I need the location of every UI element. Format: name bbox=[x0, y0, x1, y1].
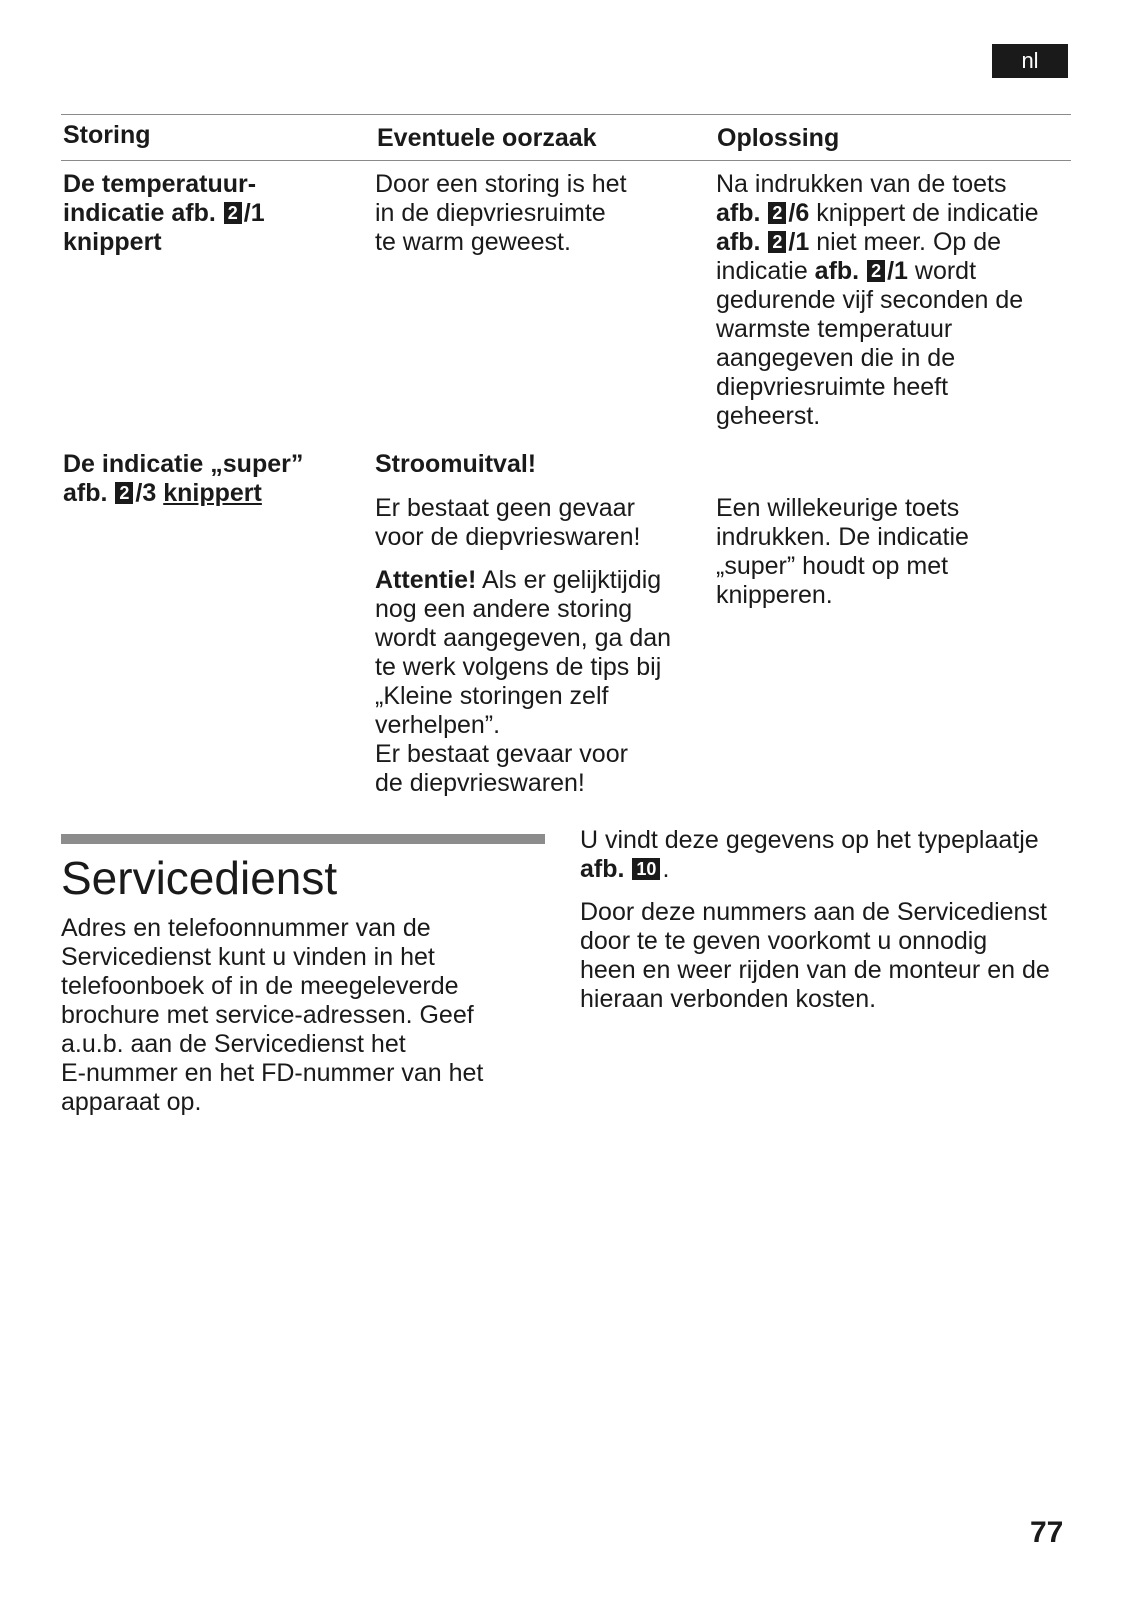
figure-number-badge: 2 bbox=[867, 260, 885, 282]
row2-oorzaak-line: Er bestaat gevaar voor bbox=[375, 740, 628, 768]
text: afb. bbox=[63, 479, 108, 507]
row2-storing-line: De indicatie „super” bbox=[63, 450, 304, 478]
text: wordt bbox=[907, 257, 977, 285]
row1-oplossing-line bbox=[716, 257, 1039, 286]
service-left-line: Servicedienst kunt u vinden in het bbox=[61, 943, 435, 971]
text: afb. bbox=[580, 855, 625, 883]
figure-number-badge: 2 bbox=[768, 202, 786, 224]
table-header-rule bbox=[61, 160, 1071, 161]
row2-storing bbox=[63, 450, 303, 508]
row2-oorzaak-line: „Kleine storingen zelf bbox=[375, 682, 609, 710]
header-oplossing: Oplossing bbox=[717, 124, 840, 152]
figure-number-badge: 2 bbox=[224, 202, 242, 224]
text: . bbox=[662, 855, 670, 883]
row1-oorzaak-line: Door een storing is het bbox=[375, 170, 627, 198]
service-right-line: U vindt deze gegevens op het typeplaatje bbox=[580, 826, 1039, 854]
service-left-line: telefoonboek of in de meegeleverde bbox=[61, 972, 459, 1000]
row1-oplossing-line: gedurende vijf seconden de bbox=[716, 286, 1024, 314]
text: afb. bbox=[716, 199, 761, 227]
row1-oplossing-line: warmste temperatuur bbox=[716, 315, 953, 343]
row2-oplossing-line: knipperen. bbox=[716, 581, 833, 609]
text: indicatie afb. bbox=[63, 199, 216, 227]
row2-oorzaak-line: verhelpen”. bbox=[375, 711, 501, 739]
table-top-rule bbox=[61, 114, 1071, 115]
figure-number-badge: 2 bbox=[115, 482, 133, 504]
row2-oorzaak-line: voor de diepvrieswaren! bbox=[375, 523, 641, 551]
service-left-line: brochure met service-adressen. Geef bbox=[61, 1001, 474, 1029]
row2-oorzaak-title: Stroomuitval! bbox=[375, 450, 537, 478]
row1-oplossing-line: diepvriesruimte heeft bbox=[716, 373, 949, 401]
row1-storing-line: knippert bbox=[63, 228, 162, 256]
text: knippert bbox=[163, 479, 262, 507]
service-right-line: door te te geven voorkomt u onnodig bbox=[580, 927, 988, 955]
row1-oplossing-line: geheerst. bbox=[716, 402, 821, 430]
row2-oplossing bbox=[716, 494, 969, 610]
service-right-line: hieraan verbonden kosten. bbox=[580, 985, 877, 1013]
row1-oorzaak bbox=[375, 170, 627, 257]
row2-oorzaak-p1 bbox=[375, 494, 640, 552]
row1-oplossing-line: aangegeven die in de bbox=[716, 344, 956, 372]
row2-storing-line bbox=[63, 479, 303, 508]
text: Als er gelijktijdig bbox=[476, 566, 662, 594]
text: /3 bbox=[135, 479, 157, 507]
row1-storing-line: De temperatuur- bbox=[63, 170, 257, 198]
service-left-paragraph bbox=[61, 914, 483, 1117]
row2-oorzaak-line: de diepvrieswaren! bbox=[375, 769, 585, 797]
service-right-p2 bbox=[580, 898, 1050, 1014]
row2-oplossing-line: „super” houdt op met bbox=[716, 552, 949, 580]
service-right-line: heen en weer rijden van de monteur en de bbox=[580, 956, 1050, 984]
row2-oorzaak-line: nog een andere storing bbox=[375, 595, 633, 623]
figure-number-badge: 10 bbox=[632, 858, 660, 880]
row1-oplossing-line bbox=[716, 228, 1039, 257]
page-number: 77 bbox=[1030, 1516, 1064, 1549]
text: /1 bbox=[243, 199, 265, 227]
header-storing: Storing bbox=[63, 121, 151, 149]
row2-oorzaak-p2 bbox=[375, 566, 671, 798]
figure-number-badge: 2 bbox=[768, 231, 786, 253]
text: knippert de indicatie bbox=[809, 199, 1039, 227]
text: /1 bbox=[788, 228, 810, 256]
service-left-line: Adres en telefoonnummer van de bbox=[61, 914, 431, 942]
row1-storing bbox=[63, 170, 265, 257]
text: /6 bbox=[788, 199, 810, 227]
text: afb. bbox=[814, 257, 860, 285]
text: Attentie! bbox=[375, 566, 477, 594]
language-tab: nl bbox=[992, 44, 1068, 78]
row1-oplossing-line: Na indrukken van de toets bbox=[716, 170, 1007, 198]
text: indicatie bbox=[716, 257, 815, 285]
service-right-line: Door deze nummers aan de Servicedienst bbox=[580, 898, 1047, 926]
service-left-line: apparaat op. bbox=[61, 1088, 202, 1116]
text: /1 bbox=[887, 257, 908, 285]
row1-oplossing bbox=[716, 170, 1039, 431]
row1-storing-line bbox=[63, 199, 265, 228]
service-right-p1 bbox=[580, 826, 1039, 884]
row1-oplossing-line bbox=[716, 199, 1039, 228]
row1-oorzaak-line: te warm geweest. bbox=[375, 228, 571, 256]
row2-oorzaak-line bbox=[375, 566, 671, 595]
section-divider-bar bbox=[61, 834, 545, 844]
text: afb. bbox=[716, 228, 761, 256]
service-left-line: a.u.b. aan de Servicedienst het bbox=[61, 1030, 406, 1058]
row2-oplossing-line: Een willekeurige toets bbox=[716, 494, 960, 522]
service-left-line: E-nummer en het FD-nummer van het bbox=[61, 1059, 484, 1087]
row1-oorzaak-line: in de diepvriesruimte bbox=[375, 199, 606, 227]
row2-oorzaak-line: Er bestaat geen gevaar bbox=[375, 494, 635, 522]
row2-oorzaak-line: te werk volgens de tips bij bbox=[375, 653, 662, 681]
header-oorzaak: Eventuele oorzaak bbox=[377, 124, 597, 152]
section-title: Servicedienst bbox=[61, 852, 338, 904]
service-right-line bbox=[580, 855, 1039, 884]
row2-oorzaak-line: wordt aangegeven, ga dan bbox=[375, 624, 672, 652]
row2-oplossing-line: indrukken. De indicatie bbox=[716, 523, 969, 551]
text: niet meer. Op de bbox=[809, 228, 1002, 256]
